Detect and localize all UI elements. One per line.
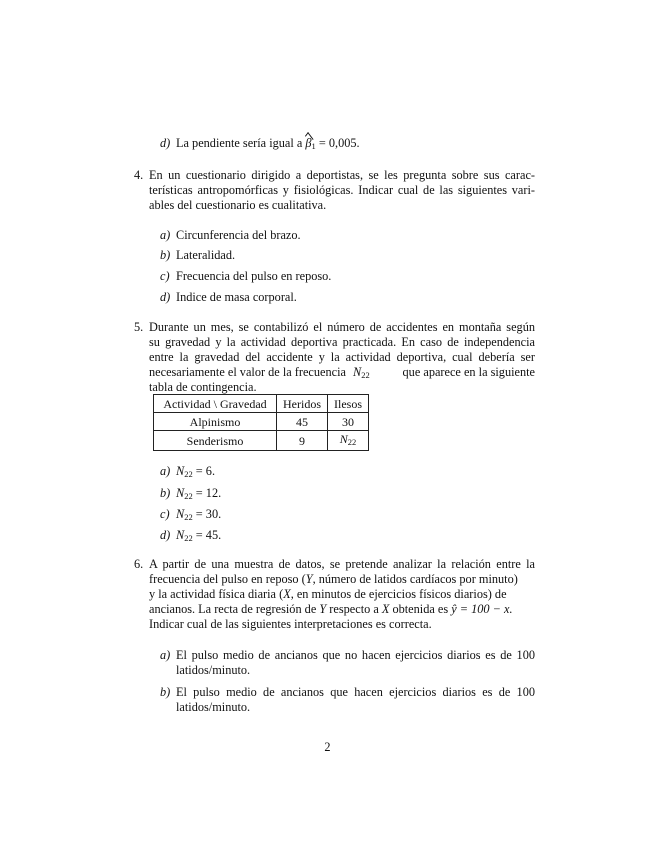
option-text: Indice de masa corporal. [176, 290, 297, 304]
table-header-cell: Heridos [277, 395, 328, 413]
question-6-line-5: Indicar cual de las siguientes interpretaciones es correcta. [149, 617, 432, 631]
option-value: = 45. [195, 528, 222, 542]
table-cell-n22 [328, 431, 369, 451]
table-cell: Senderismo [154, 431, 277, 451]
table-cell: 45 [277, 413, 328, 431]
table-row [154, 431, 369, 451]
question-5-line-1: Durante un mes, se contabilizó el número de accidentes en montaña según [149, 320, 535, 334]
option-letter: c) [160, 507, 170, 521]
n22-subscript: 22 [184, 491, 193, 501]
table-row [154, 413, 369, 431]
question-4-line-2: terísticas antropomórficas y fisiológicas. Indicar cual de las siguientes vari- [149, 183, 535, 197]
option-letter: d) [160, 528, 171, 542]
question-4-number: 4. [134, 168, 144, 182]
table-cell: 9 [277, 431, 328, 451]
option-d-slope [160, 136, 360, 154]
q6-option-b [160, 685, 535, 700]
option-text: El pulso medio de ancianos que no hacen ejercicios diarios es de 100 [176, 648, 535, 662]
question-4-line-3: ables del cuestionario es cualitativa. [149, 198, 327, 212]
line-text: ancianos. La recta de regresión de [149, 602, 317, 616]
n22-subscript: 22 [184, 469, 193, 479]
q4-option-a [160, 228, 301, 243]
var-x: X [283, 587, 291, 601]
table-header-cell: Actividad \ Gravedad [154, 395, 277, 413]
question-5-line-3: entre la gravedad del accidente y la actividad deportiva, cual debería ser [149, 350, 535, 364]
page-number: 2 [324, 740, 331, 754]
table-header-cell: Ilesos [328, 395, 369, 413]
question-6-line-2 [149, 572, 535, 587]
n22-symbol: N [176, 528, 185, 542]
option-value: = 12. [195, 486, 222, 500]
n22-subscript: 22 [361, 370, 370, 380]
question-5-line-5: tabla de contingencia. [149, 380, 257, 394]
option-text: Frecuencia del pulso en reposo. [176, 269, 332, 283]
question-5-number: 5. [134, 320, 144, 334]
contingency-table [153, 394, 369, 451]
q6-option-a [160, 648, 535, 663]
option-letter: b) [160, 486, 171, 500]
regression-equation: ŷ = 100 − x. [451, 602, 513, 616]
q4-option-d [160, 290, 297, 305]
question-6-line-4 [149, 602, 535, 617]
beta-subscript: 1 [311, 141, 316, 151]
n22-subscript: 22 [184, 533, 193, 543]
n22-symbol: N [353, 365, 362, 379]
option-text: Circunferencia del brazo. [176, 228, 301, 242]
question-6-line-3 [149, 587, 535, 602]
table-header-row [154, 395, 369, 413]
option-value: = 30. [195, 507, 222, 521]
n22-subscript: 22 [184, 512, 193, 522]
q5-option-a [160, 464, 215, 482]
table-cell: Alpinismo [154, 413, 277, 431]
line-text: , en minutos de ejercicios físicos diarios) de [290, 587, 507, 601]
table-cell: 30 [328, 413, 369, 431]
n22-symbol: N [176, 486, 185, 500]
line-text: necesariamente el valor de la frecuencia [149, 365, 346, 379]
option-text: La pendiente sería igual a [176, 136, 306, 150]
option-letter: a) [160, 228, 171, 242]
n22-symbol: N [176, 464, 185, 478]
option-letter: a) [160, 464, 171, 478]
question-4-line-1: En un cuestionario dirigido a deportistas, se les pregunta sobre sus carac- [149, 168, 535, 182]
option-value: = 6. [195, 464, 216, 478]
option-letter: d) [160, 290, 171, 304]
beta-hat-symbol: β [305, 136, 312, 150]
var-y: Y [305, 572, 313, 586]
n22-subscript: 22 [347, 437, 357, 447]
line-text: frecuencia del pulso en reposo ( [149, 572, 306, 586]
option-letter: b) [160, 248, 171, 262]
var-x: X [381, 602, 390, 616]
var-y: Y [319, 602, 327, 616]
question-5-line-2: su gravedad y la actividad deportiva practicada. En caso de independencia [149, 335, 535, 349]
q6-option-b-line-2: latidos/minuto. [176, 700, 251, 714]
option-letter: b) [160, 685, 171, 699]
line-text: , número de latidos cardíacos por minuto) [312, 572, 518, 586]
line-text: obtenida es [392, 602, 449, 616]
q5-option-b [160, 486, 221, 504]
option-letter: a) [160, 648, 171, 662]
question-6-number: 6. [134, 557, 144, 571]
question-6-line-1: A partir de una muestra de datos, se pretende analizar la relación entre la [149, 557, 535, 571]
option-letter: d) [160, 136, 171, 150]
option-letter: c) [160, 269, 170, 283]
line-text: y la actividad física diaria ( [149, 587, 284, 601]
option-text: Lateralidad. [176, 248, 236, 262]
line-text: respecto a [329, 602, 379, 616]
q5-option-c [160, 507, 221, 525]
q4-option-b [160, 248, 235, 263]
q5-option-d [160, 528, 221, 546]
option-value: = 0,005. [315, 136, 360, 150]
n22-symbol: N [339, 432, 348, 446]
line-text: que aparece en la siguiente [402, 365, 535, 379]
n22-symbol: N [176, 507, 185, 521]
q4-option-c [160, 269, 331, 284]
option-text: El pulso medio de ancianos que hacen ejercicios diarios es de 100 [176, 685, 535, 699]
q6-option-a-line-2: latidos/minuto. [176, 663, 251, 677]
